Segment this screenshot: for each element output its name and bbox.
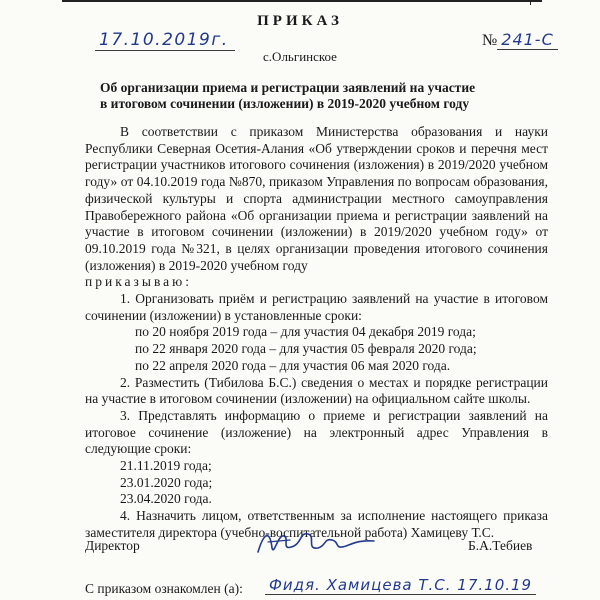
item-3: 3. Представлять информацию о приеме и регистрации заявлений на итоговое сочинение (изложение) на электронный адрес Управления в следующие сроки: [85, 407, 548, 457]
director-name: Б.А.Тебиев [468, 538, 533, 553]
number-sign: № [482, 32, 498, 49]
item-1-date: по 20 ноября 2019 года – для участия 04 декабря 2019 года; [135, 324, 476, 340]
item-4: 4. Назначить лицом, ответственным за исполнение настоящего приказа заместителя директора (учебно-воспитательной работа) Хамицеву Т.С. [85, 508, 548, 540]
item-3-date: 23.01.2020 года; [120, 474, 213, 490]
item-1-date: по 22 января 2020 года – для участия 05 февраля 2020 года; [135, 341, 477, 357]
subject-line: Об организации приема и регистрации заявлений на участие [100, 80, 476, 95]
item-2: 2. Разместить (Тибилова Б.С.) сведения о местах и порядке регистрации на участие в итоговом сочинении (изложении) на официальном сайте школы. [85, 374, 548, 407]
document-title: ПРИКАЗ [257, 13, 343, 29]
item-3-date: 23.04.2020 года. [120, 491, 212, 507]
handwritten-date: 17.10.2019г. [95, 30, 235, 51]
subject-line: в итоговом сочинении (изложении) в 2019-2020 учебном году [100, 96, 470, 111]
director-role: Директор [85, 538, 140, 553]
order-word: приказываю: [85, 274, 192, 290]
place-name: с.Ольгинское [263, 49, 337, 64]
order-subject [100, 80, 540, 112]
preamble-paragraph: В соответствии с приказом Министерства образования и науки Республики Северная Осетия-Алания «Об утверждении сроков и перечня мест регистрации участников итогового сочинения (изложения) в 2019/2020 учебном году» от 04.10.2019 года №870, приказом Управления по вопросам образования, физической культуры и спорта администрации местного самоуправления Правобережного района «Об организации приема и регистрации заявлений на участие в итоговом сочинении (изложении) в 2019/2020 учебном году» от 09.10.2019 года №321, в целях организации проведения итогового сочинения (изложения) в 2019-2020 учебном году [85, 124, 548, 273]
top-border-tick [530, 0, 537, 5]
handwritten-number: 241-С [497, 30, 557, 50]
order-body [85, 124, 548, 542]
item-1: 1. Организовать приём и регистрацию заявлений на участие в итоговом сочинении (изложении) в установленные сроки: [85, 291, 548, 323]
order-number [482, 30, 558, 51]
acknowledgement-handwritten: Фидя. Хамицева Т.С. 17.10.19 [265, 576, 536, 595]
item-1-date: по 22 апреля 2020 года – для участия 06 мая 2020 года. [135, 357, 451, 373]
acknowledgement-label: С приказом ознакомлен (а): [85, 581, 243, 596]
director-signature-icon [250, 526, 380, 558]
item-3-date: 21.11.2019 года; [120, 458, 212, 474]
top-border-line [62, 0, 542, 2]
